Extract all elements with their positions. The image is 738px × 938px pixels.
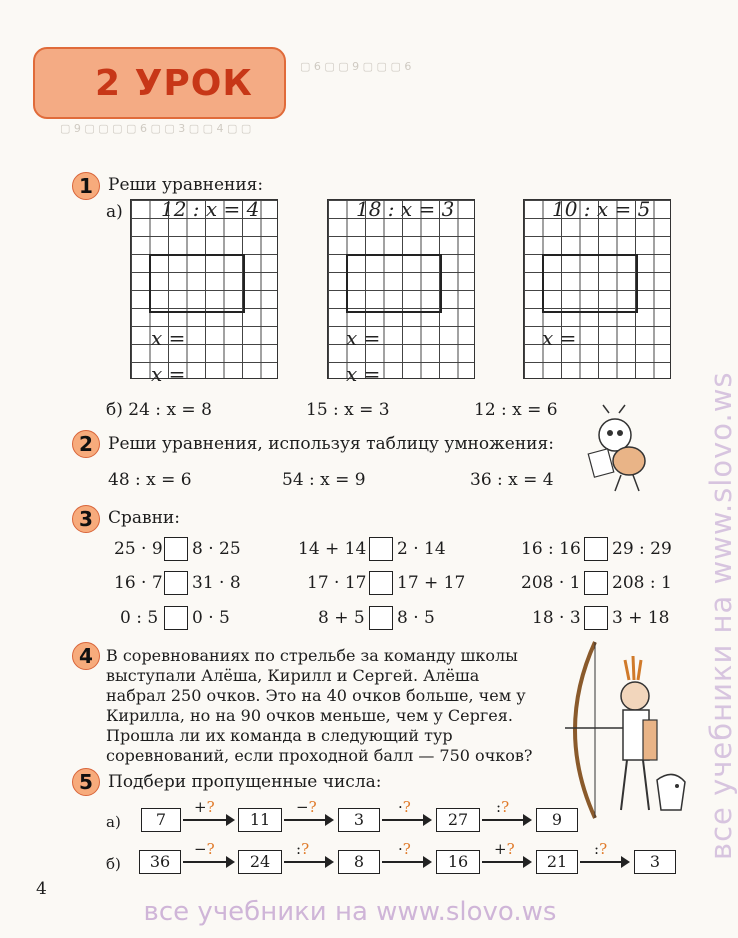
chain-value: 27 — [436, 808, 480, 832]
task3-prompt: Сравни: — [108, 508, 180, 528]
task-number-4: 4 — [72, 642, 100, 670]
answer-grid-3[interactable] — [523, 199, 671, 379]
lesson-title: 2 УРОК — [95, 63, 253, 104]
compare-left: 25 · 9 — [114, 539, 163, 559]
chain-value: 24 — [238, 850, 282, 874]
task1-part-b-3: 12 : x = 6 — [474, 400, 558, 420]
chain-label: а) — [106, 813, 121, 831]
grid-x-line: x = — [346, 326, 381, 350]
chain-value: 16 — [436, 850, 480, 874]
task1-prompt: Реши уравнения: — [108, 175, 264, 195]
chain-arrow — [183, 819, 233, 821]
compare-answer-box[interactable] — [584, 571, 608, 595]
compare-right: 0 · 5 — [192, 608, 230, 628]
compare-right: 8 · 25 — [192, 539, 241, 559]
task1-part-b-1: б) 24 : x = 8 — [106, 400, 212, 420]
task2-equation-2: 54 : x = 9 — [282, 470, 366, 490]
task2-equation-3: 36 : x = 4 — [470, 470, 554, 490]
chain-arrow — [382, 861, 430, 863]
compare-left: 8 + 5 — [318, 608, 365, 628]
chain-value: 3 — [338, 808, 380, 832]
compare-answer-box[interactable] — [584, 606, 608, 630]
task-number-3: 3 — [72, 505, 100, 533]
answer-box — [149, 254, 245, 313]
grid-x-line: x = — [542, 326, 577, 350]
chain-arrow — [183, 861, 233, 863]
lesson-badge — [33, 47, 286, 119]
compare-left: 208 · 1 — [521, 573, 581, 593]
compare-answer-box[interactable] — [164, 537, 188, 561]
chain-operation: :? — [594, 840, 608, 858]
page-number: 4 — [36, 879, 47, 899]
answer-grid-2[interactable] — [327, 197, 475, 386]
compare-left: 16 : 16 — [521, 539, 581, 559]
task4-line: выступали Алёша, Кирилл и Сергей. Алёша — [106, 666, 480, 685]
bleed-text: ▢ 6 ▢ ▢ 9 ▢ ▢ ▢ 6 — [300, 60, 412, 73]
compare-right: 29 : 29 — [612, 539, 672, 559]
task2-equation-1: 48 : x = 6 — [108, 470, 192, 490]
task5-prompt: Подбери пропущенные числа: — [108, 772, 382, 792]
grid-x-line: x = — [151, 362, 186, 386]
chain-arrow — [284, 819, 332, 821]
task4-line: набрал 250 очков. Это на 40 очков больше, чем у — [106, 686, 526, 705]
chain-value: 8 — [338, 850, 380, 874]
compare-left: 17 · 17 — [307, 573, 367, 593]
task-number-5: 5 — [72, 768, 100, 796]
answer-grid-1[interactable] — [130, 197, 278, 386]
chain-label: б) — [106, 855, 121, 873]
compare-right: 2 · 14 — [397, 539, 446, 559]
compare-left: 0 : 5 — [120, 608, 159, 628]
task1-part-b-2: 15 : x = 3 — [306, 400, 390, 420]
bleed-text: ▢ 9 ▢ ▢ ▢ ▢ 6 ▢ ▢ 3 ▢ ▢ 4 ▢ ▢ — [60, 122, 252, 135]
compare-answer-box[interactable] — [164, 571, 188, 595]
compare-right: 31 · 8 — [192, 573, 241, 593]
side-watermark — [668, 140, 738, 860]
task4-line: В соревнованиях по стрельбе за команду школы — [106, 646, 518, 665]
compare-left: 18 · 3 — [532, 608, 581, 628]
chain-arrow — [482, 819, 530, 821]
chain-operation: ·? — [398, 840, 411, 858]
answer-box — [542, 254, 638, 313]
task4-line: соревнований, если проходной балл — 750 очков? — [106, 746, 533, 765]
chain-value: 9 — [536, 808, 578, 832]
chain-arrow — [482, 861, 530, 863]
task1-part-a-label: а) — [106, 202, 123, 222]
side-watermark-text: все учебники на www.slovo.ws — [704, 371, 738, 860]
compare-right: 8 · 5 — [397, 608, 435, 628]
chain-arrow — [284, 861, 332, 863]
ant-illustration — [585, 405, 655, 495]
chain-operation: −? — [194, 840, 215, 858]
chain-value: 3 — [634, 850, 676, 874]
task4-line: Прошла ли их команда в следующий тур — [106, 726, 453, 745]
grid-equation: 18 : x = 3 — [356, 197, 455, 221]
compare-answer-box[interactable] — [164, 606, 188, 630]
compare-right: 208 : 1 — [612, 573, 672, 593]
chain-value: 21 — [536, 850, 578, 874]
compare-answer-box[interactable] — [584, 537, 608, 561]
compare-right: 17 + 17 — [397, 573, 466, 593]
grid-x-line: x = — [151, 326, 186, 350]
grid-equation: 12 : x = 4 — [161, 197, 260, 221]
compare-answer-box[interactable] — [369, 571, 393, 595]
compare-answer-box[interactable] — [369, 537, 393, 561]
chain-operation: :? — [496, 798, 510, 816]
bottom-watermark: все учебники на www.slovo.ws — [143, 897, 557, 927]
compare-left: 16 · 7 — [114, 573, 163, 593]
compare-right: 3 + 18 — [612, 608, 670, 628]
task4-line: Кирилла, но на 90 очков меньше, чем у Сергея. — [106, 706, 513, 725]
chain-arrow — [382, 819, 430, 821]
chain-operation: ·? — [398, 798, 411, 816]
task2-prompt: Реши уравнения, используя таблицу умножения: — [108, 434, 554, 454]
chain-value: 11 — [238, 808, 282, 832]
chain-arrow — [580, 861, 628, 863]
chain-operation: :? — [296, 840, 310, 858]
grid-x-line: x = — [346, 362, 381, 386]
compare-answer-box[interactable] — [369, 606, 393, 630]
chain-value: 7 — [141, 808, 181, 832]
chain-operation: +? — [494, 840, 515, 858]
compare-left: 14 + 14 — [298, 539, 367, 559]
chain-value: 36 — [139, 850, 181, 874]
grid-equation: 10 : x = 5 — [552, 197, 651, 221]
task-number-2: 2 — [72, 430, 100, 458]
chain-operation: +? — [194, 798, 215, 816]
task-number-1: 1 — [72, 172, 100, 200]
chain-operation: −? — [296, 798, 317, 816]
answer-box — [346, 254, 442, 313]
